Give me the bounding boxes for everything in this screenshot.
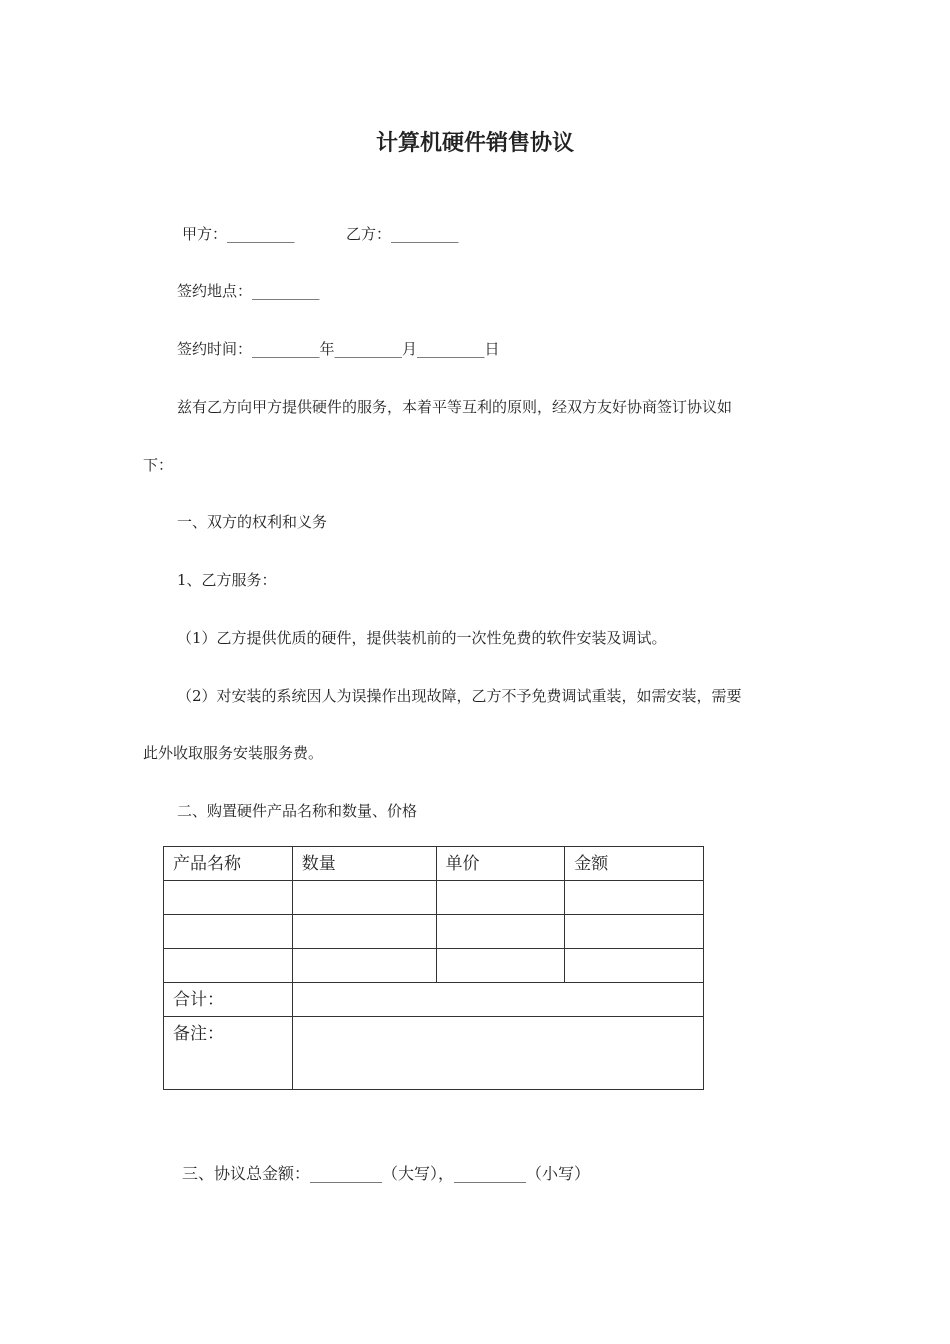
remark-label: 备注：: [164, 1017, 293, 1090]
clause-2-line1: （2）对安装的系统因人为误操作出现故障，乙方不予免费调试重装，如需安装，需要: [177, 687, 742, 705]
table-header-row: [164, 847, 704, 881]
section-1-heading: 一、双方的权利和义务: [177, 513, 328, 531]
table-cell[interactable]: [565, 915, 704, 949]
sign-place-field: 签约地点：_________: [177, 282, 320, 300]
table-cell[interactable]: [292, 915, 436, 949]
table-cell[interactable]: [292, 949, 436, 983]
header-amount: 金额: [565, 847, 704, 881]
section-1-item-1: 1、乙方服务：: [177, 571, 277, 589]
clause-1: （1）乙方提供优质的硬件，提供装机前的一次性免费的软件安装及调试。: [177, 629, 667, 647]
party-b-field: 乙方：_________: [346, 225, 459, 243]
sign-date-field: 签约时间：_________年_________月_________日: [177, 340, 500, 358]
clause-2-line2: 此外收取服务安装服务费。: [143, 744, 324, 762]
intro-paragraph-line2: 下：: [143, 456, 174, 474]
header-unit-price: 单价: [436, 847, 565, 881]
section-2-heading: 二、购置硬件产品名称和数量、价格: [177, 802, 418, 820]
section-3-total-amount: 三、协议总金额：_________（大写），_________（小写）: [182, 1164, 591, 1183]
table-cell[interactable]: [436, 915, 565, 949]
table-cell[interactable]: [436, 949, 565, 983]
total-label: 合计：: [164, 983, 293, 1017]
table-cell[interactable]: [164, 881, 293, 915]
product-table: [163, 846, 704, 1090]
header-product-name: 产品名称: [164, 847, 293, 881]
total-value-cell[interactable]: [292, 983, 703, 1017]
total-row: [164, 983, 704, 1017]
header-quantity: 数量: [292, 847, 436, 881]
table-row: [164, 881, 704, 915]
remark-row: [164, 1017, 704, 1090]
party-a-field: 甲方：_________: [182, 225, 295, 243]
table-cell[interactable]: [436, 881, 565, 915]
table-cell[interactable]: [292, 881, 436, 915]
table-cell[interactable]: [565, 881, 704, 915]
table-row: [164, 949, 704, 983]
table-cell[interactable]: [565, 949, 704, 983]
document-title: 计算机硬件销售协议: [375, 130, 574, 156]
table-cell[interactable]: [164, 915, 293, 949]
table-cell[interactable]: [164, 949, 293, 983]
remark-value-cell[interactable]: [292, 1017, 703, 1090]
table-row: [164, 915, 704, 949]
intro-paragraph-line1: 兹有乙方向甲方提供硬件的服务，本着平等互利的原则，经双方友好协商签订协议如: [177, 398, 733, 416]
